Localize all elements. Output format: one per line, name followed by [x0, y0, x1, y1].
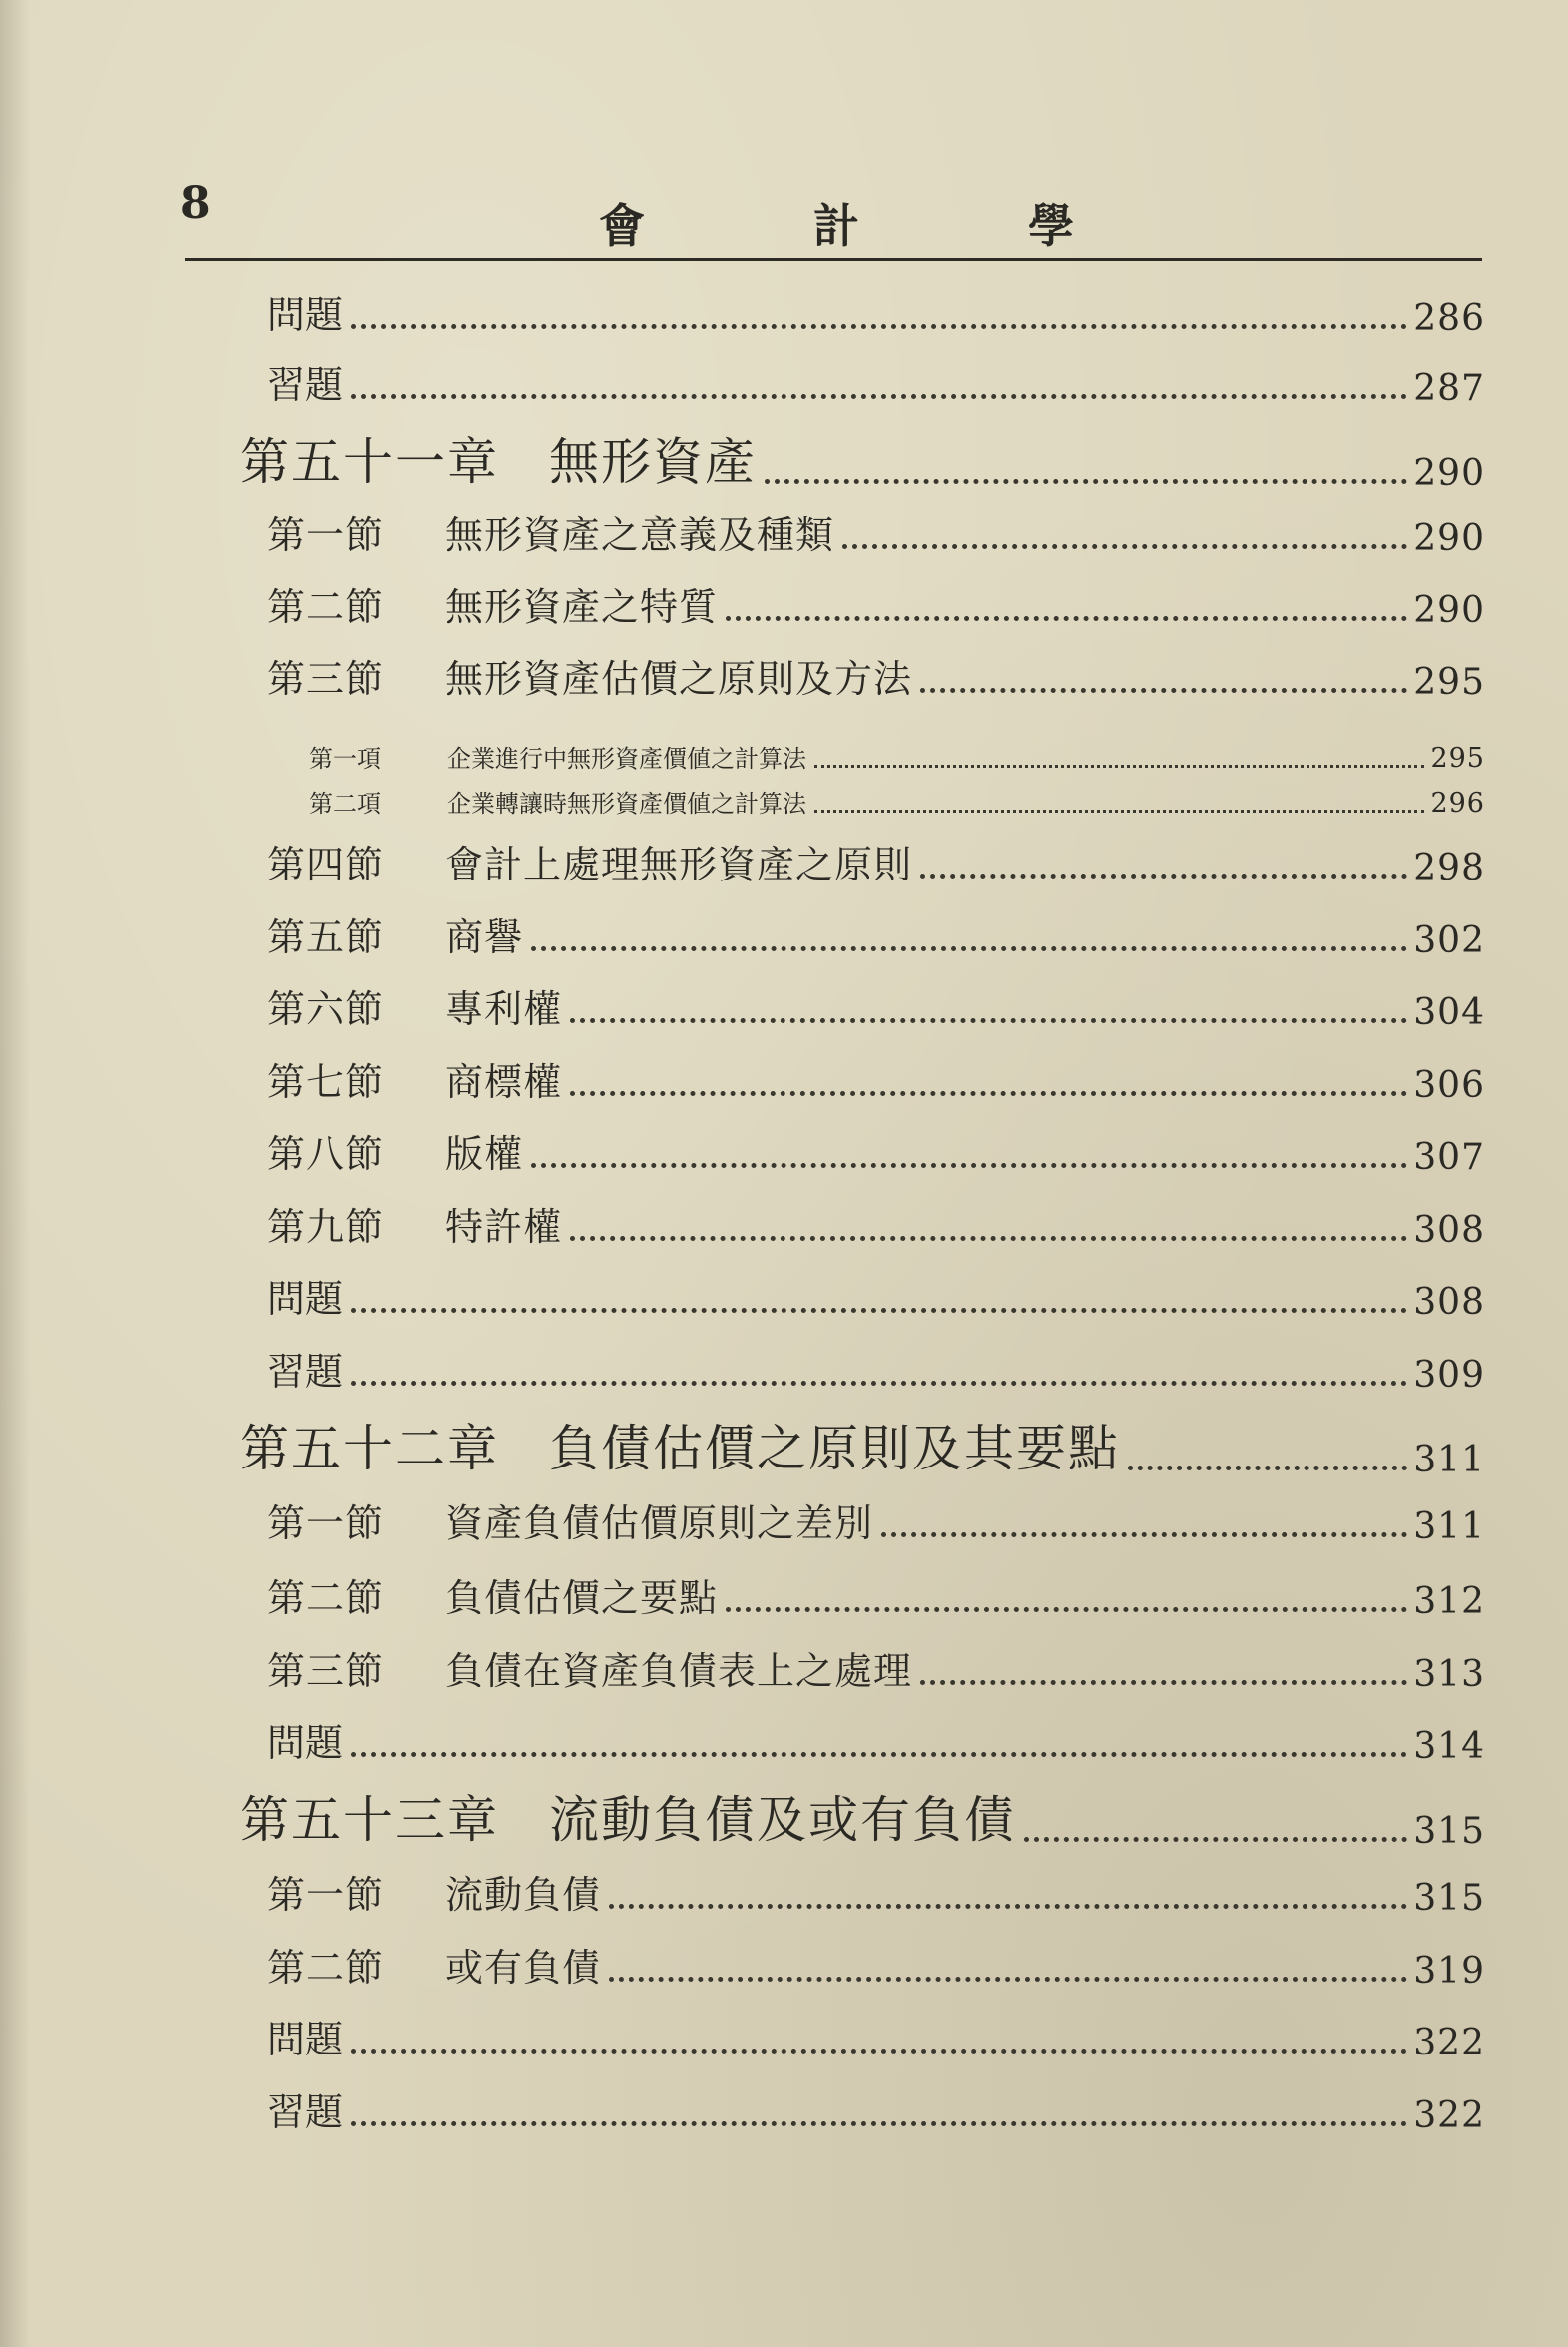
toc-entry-title: 無形資產之意義及種類 [445, 513, 835, 557]
toc-entry-page-number: 309 [1413, 1355, 1485, 1396]
dot-leader [765, 479, 1407, 484]
toc-entry [267, 1869, 1485, 1919]
toc-entry-page-number: 298 [1413, 848, 1485, 888]
dot-leader [351, 1752, 1407, 1757]
toc-entry-label: 問題 [267, 2018, 344, 2061]
toc-entry-label: 第一項 [309, 745, 381, 773]
toc-entry-title: 商標權 [445, 1060, 563, 1104]
dot-leader [609, 1977, 1407, 1982]
toc-entry [267, 2014, 1485, 2063]
dot-leader [351, 2049, 1407, 2054]
dot-leader [814, 810, 1424, 813]
toc-entry [267, 290, 1485, 339]
dot-leader [920, 874, 1407, 879]
toc-entry [267, 839, 1485, 888]
toc-entry [240, 432, 1485, 494]
toc-entry-page-number: 315 [1413, 1878, 1485, 1919]
toc-entry-page-number: 322 [1413, 2023, 1485, 2063]
dot-leader [726, 616, 1407, 621]
toc-entry-label: 第一節 [267, 1501, 385, 1545]
toc-entry [240, 1419, 1485, 1480]
toc-entry-label: 第一節 [267, 1873, 385, 1917]
toc-entry-title: 無形資產估價之原則及方法 [445, 657, 913, 701]
toc-entry [267, 653, 1485, 703]
toc-entry-page-number: 296 [1430, 788, 1485, 819]
page-number: 8 [180, 178, 211, 229]
dot-leader [609, 1904, 1407, 1909]
toc-entry-label: 第三節 [267, 657, 385, 701]
toc-entry-label: 第四節 [267, 843, 385, 886]
toc-entry-page-number: 311 [1413, 1440, 1485, 1480]
toc-entry [267, 359, 1485, 409]
running-title-char: 會 [599, 199, 645, 253]
toc-entry-page-number: 290 [1413, 518, 1485, 559]
toc-entry [267, 1056, 1485, 1106]
toc-entry [267, 1942, 1485, 1992]
toc-entry-title: 商譽 [445, 915, 524, 959]
toc-entry-page-number: 319 [1413, 1951, 1485, 1992]
dot-leader [351, 324, 1407, 329]
dot-leader [1128, 1466, 1407, 1470]
toc-entry-page-number: 315 [1413, 1811, 1485, 1852]
dot-leader [570, 1236, 1407, 1241]
toc-entry-label: 第五十二章 [240, 1420, 499, 1477]
toc-entry [240, 1790, 1485, 1852]
running-title [0, 190, 1568, 253]
toc-entry-label: 習題 [267, 363, 344, 407]
dot-leader [351, 394, 1407, 399]
dot-leader [351, 1381, 1407, 1386]
toc-entry-page-number: 308 [1413, 1210, 1485, 1251]
toc-entry-page-number: 302 [1413, 920, 1485, 961]
toc-entry-title: 特許權 [445, 1205, 563, 1249]
toc-entry-label: 第二節 [267, 1576, 385, 1620]
toc-entry-label: 第三節 [267, 1649, 385, 1693]
toc-entry [267, 1346, 1485, 1396]
toc-entry-label: 習題 [267, 2090, 344, 2134]
dot-leader [1024, 1837, 1407, 1842]
toc-entry-page-number: 286 [1413, 298, 1485, 339]
toc-entry-title: 無形資產之特質 [445, 585, 719, 629]
toc-entry-title: 會計上處理無形資產之原則 [445, 843, 913, 886]
dot-leader [726, 1607, 1407, 1612]
dot-leader [531, 946, 1407, 951]
toc-entry [267, 1273, 1485, 1323]
dot-leader [351, 2121, 1407, 2126]
toc-entry [309, 740, 1485, 774]
toc-entry-label: 第五十一章 [240, 433, 499, 491]
toc-entry-page-number: 308 [1413, 1282, 1485, 1323]
dot-leader [814, 765, 1424, 768]
toc-entry-label: 問題 [267, 1277, 344, 1321]
header-rule [185, 258, 1482, 261]
toc-entry [267, 509, 1485, 559]
toc-entry [267, 1645, 1485, 1695]
toc-entry-title: 流動負債 [445, 1873, 602, 1917]
toc-entry [267, 1572, 1485, 1622]
toc-entry-page-number: 307 [1413, 1137, 1485, 1178]
dot-leader [920, 688, 1407, 693]
toc-entry-label: 問題 [267, 293, 344, 337]
dot-leader [531, 1163, 1407, 1168]
toc-entry-title: 無形資產 [549, 433, 757, 491]
toc-entry-label: 第二節 [267, 585, 385, 629]
toc-entry-page-number: 314 [1413, 1726, 1485, 1767]
toc-entry-label: 第八節 [267, 1132, 385, 1176]
toc-entry-title: 企業進行中無形資產價値之計算法 [447, 745, 806, 773]
toc-entry [267, 581, 1485, 631]
toc-entry [267, 983, 1485, 1033]
dot-leader [920, 1680, 1407, 1685]
toc-entry-title: 版權 [445, 1132, 524, 1176]
toc-entry-label: 問題 [267, 1721, 344, 1765]
toc-entry-page-number: 295 [1430, 743, 1485, 774]
toc-entry-title: 負債估價之要點 [445, 1576, 719, 1620]
toc-entry [267, 1497, 1485, 1547]
toc-entry-page-number: 312 [1413, 1581, 1485, 1622]
toc-entry-title: 負債在資產負債表上之處理 [445, 1649, 913, 1693]
toc-entry-title: 專利權 [445, 987, 563, 1031]
toc-entry-page-number: 287 [1413, 368, 1485, 409]
toc-entry-title: 或有負債 [445, 1946, 602, 1990]
toc-entry-page-number: 290 [1413, 590, 1485, 631]
dot-leader [351, 1308, 1407, 1313]
toc-entry [267, 1717, 1485, 1767]
toc-entry-page-number: 313 [1413, 1654, 1485, 1695]
toc-entry-page-number: 295 [1413, 662, 1485, 703]
toc-entry-label: 第二節 [267, 1946, 385, 1990]
toc-entry-page-number: 311 [1413, 1506, 1485, 1547]
toc-entry-label: 第六節 [267, 987, 385, 1031]
dot-leader [842, 544, 1407, 549]
toc-entry [267, 1201, 1485, 1251]
toc-entry [267, 911, 1485, 961]
toc-entry-label: 第五十三章 [240, 1791, 499, 1849]
toc-entry [267, 1128, 1485, 1178]
toc-entry-title: 企業轉讓時無形資產價値之計算法 [447, 790, 806, 818]
toc-entry-page-number: 322 [1413, 2095, 1485, 2136]
toc-entry [309, 785, 1485, 819]
dot-leader [570, 1091, 1407, 1096]
toc-entry-page-number: 304 [1413, 992, 1485, 1033]
dot-leader [570, 1018, 1407, 1023]
toc-entry-page-number: 290 [1413, 453, 1485, 494]
toc-entry-title: 資產負債估價原則之差別 [445, 1501, 874, 1545]
toc-entry-label: 第五節 [267, 915, 385, 959]
toc-entry-label: 第七節 [267, 1060, 385, 1104]
toc-entry-label: 第一節 [267, 513, 385, 557]
dot-leader [881, 1532, 1407, 1537]
running-title-char: 計 [813, 199, 859, 253]
toc-entry [267, 2086, 1485, 2136]
running-title-char: 學 [1028, 199, 1074, 253]
toc-entry-label: 第九節 [267, 1205, 385, 1249]
toc-entry-title: 負債估價之原則及其要點 [549, 1420, 1120, 1477]
toc-entry-label: 第二項 [309, 790, 381, 818]
toc-entry-page-number: 306 [1413, 1065, 1485, 1106]
toc-entry-label: 習題 [267, 1350, 344, 1394]
toc-entry-title: 流動負債及或有負債 [549, 1791, 1016, 1849]
